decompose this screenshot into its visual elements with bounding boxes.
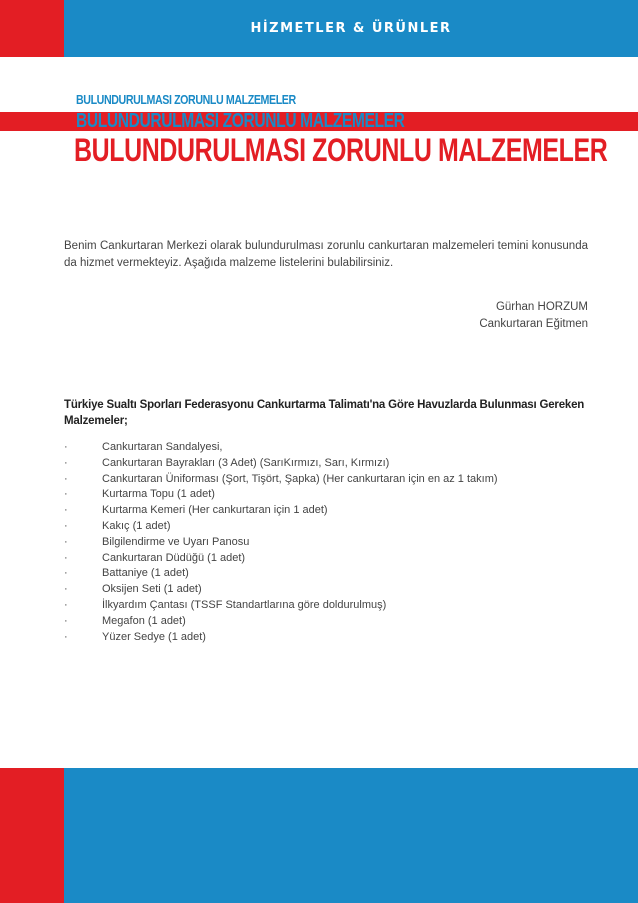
list-item bbox=[64, 630, 498, 646]
header-title: HİZMETLER & ÜRÜNLER bbox=[250, 21, 452, 36]
list-item-text: İlkyardım Çantası (TSSF Standartlarına göre doldurulmuş) bbox=[102, 598, 387, 611]
intro-paragraph: Benim Cankurtaran Merkezi olarak bulundurulması zorunlu cankurtaran malzemeleri temini konusunda da hizmet vermekteyiz. Aşağıda malzeme listelerini bulabilirsiniz. bbox=[64, 240, 588, 269]
bullet: · bbox=[64, 441, 68, 453]
list-item-text: Cankurtaran Bayrakları (3 Adet) (SarıKırmızı, Sarı, Kırmızı) bbox=[102, 456, 390, 469]
footer-red-block bbox=[0, 768, 64, 903]
list-item-text: Megafon (1 adet) bbox=[102, 614, 186, 627]
list-item-text: Cankurtaran Üniforması (Şort, Tişört, Şapka) (Her cankurtaran için en az 1 takım) bbox=[102, 472, 498, 485]
section-title: Türkiye Sualtı Sporları Federasyonu Cankurtarma Talimatı'na Göre Havuzlarda Bulunması Gereken Malzemeler; bbox=[64, 399, 585, 427]
list-item-text: Oksijen Seti (1 adet) bbox=[102, 583, 202, 596]
list-item-text: Kakıç (1 adet) bbox=[102, 519, 171, 532]
signature bbox=[479, 299, 588, 333]
list-item bbox=[64, 456, 498, 472]
list-item-text: Bilgilendirme ve Uyarı Panosu bbox=[102, 535, 250, 548]
bullet: · bbox=[64, 583, 68, 596]
list-item bbox=[64, 503, 498, 519]
list-item bbox=[64, 519, 498, 535]
bullet: · bbox=[64, 614, 68, 627]
bullet: · bbox=[64, 472, 68, 485]
bullet: · bbox=[64, 567, 68, 580]
bullet: · bbox=[64, 598, 68, 611]
list-item bbox=[64, 598, 498, 614]
bullet: · bbox=[64, 488, 68, 501]
page-title-small: BULUNDURULMASI ZORUNLU MALZEMELER bbox=[76, 92, 296, 107]
bullet: · bbox=[64, 630, 68, 643]
list-item bbox=[64, 551, 498, 567]
list-item-text: Yüzer Sedye (1 adet) bbox=[102, 630, 206, 643]
signature-role: Cankurtaran Eğitmen bbox=[479, 318, 588, 330]
list-item-text: Battaniye (1 adet) bbox=[102, 567, 189, 580]
list-item bbox=[64, 566, 498, 582]
list-item bbox=[64, 535, 498, 551]
list-item bbox=[64, 472, 498, 488]
list-item bbox=[64, 582, 498, 598]
list-item bbox=[64, 487, 498, 503]
list-item-text: Cankurtaran Sandalyesi, bbox=[102, 441, 223, 453]
equipment-list bbox=[64, 440, 498, 645]
bullet: · bbox=[64, 551, 68, 564]
bullet: · bbox=[64, 519, 68, 532]
page-title: BULUNDURULMASI ZORUNLU MALZEMELER bbox=[74, 132, 608, 168]
bullet: · bbox=[64, 456, 68, 469]
list-item bbox=[64, 440, 498, 456]
list-item-text: Cankurtaran Düdüğü (1 adet) bbox=[102, 551, 246, 564]
bullet: · bbox=[64, 535, 68, 548]
page-title-medium: BULUNDURULMASI ZORUNLU MALZEMELER bbox=[76, 110, 405, 132]
list-item-text: Kurtarma Topu (1 adet) bbox=[102, 488, 215, 501]
signature-name: Gürhan HORZUM bbox=[495, 301, 588, 313]
bullet: · bbox=[64, 504, 68, 517]
header-red-block bbox=[0, 0, 64, 57]
footer-blue-band bbox=[64, 768, 638, 903]
list-item-text: Kurtarma Kemeri (Her cankurtaran için 1 adet) bbox=[102, 504, 328, 517]
list-item bbox=[64, 614, 498, 630]
